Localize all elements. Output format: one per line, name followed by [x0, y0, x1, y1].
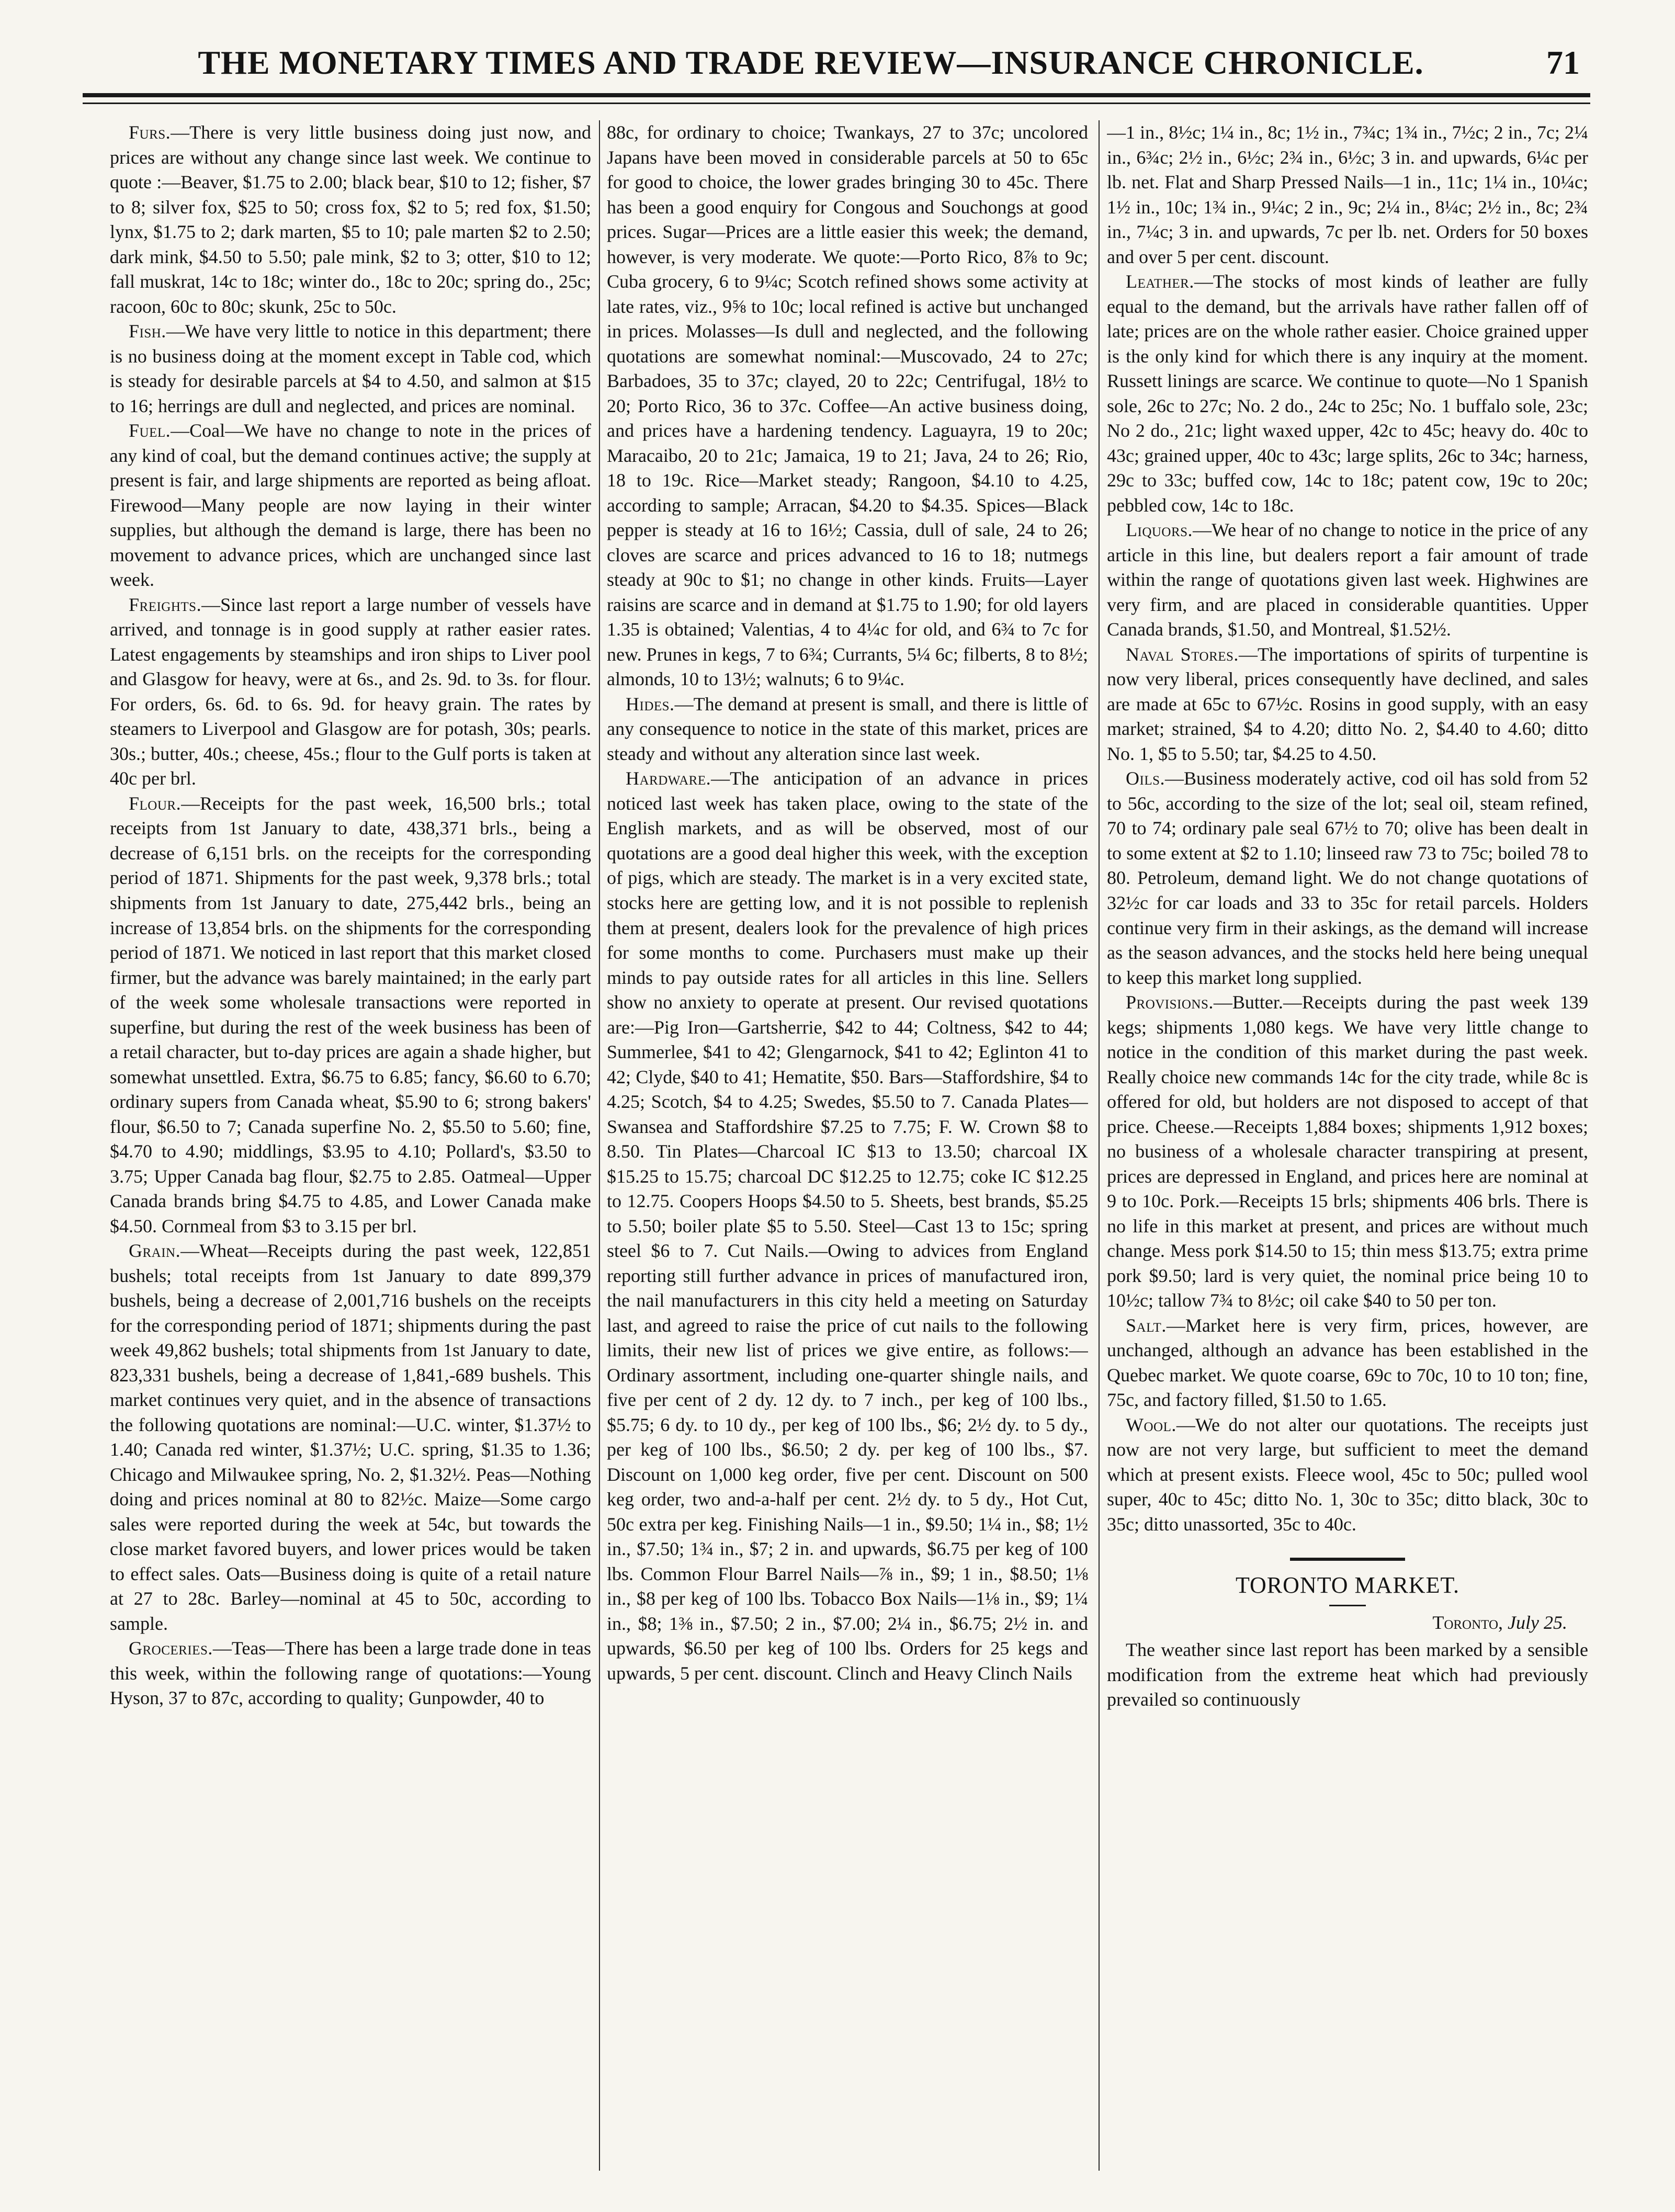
- article-head: Leather.: [1126, 271, 1194, 292]
- article-text: —We hear of no change to notice in the price of any article in this line, but dealers report a fair amount of trade within the range of quotations given last week. Highwines are very firm, and are placed in considerable quantities. Upper Canada brands, $1.50, and Montreal, $1.52½.: [1107, 519, 1588, 640]
- article-text: —Business moderately active, cod oil has sold from 52 to 56c, according to the size of the lot; seal oil, steam refined, 70 to 74; ordinary pale seal 67½ to 70; olive has been dealt in to some extent at $2 to 1.10; linseed raw 73 to 75c; boiled 78 to 80. Petroleum, demand light. We do not change quotations of 32½c for car loads and 33 to 35c for retail parcels. Holders continue very firm in their askings, as the demand will increase as the season advances, and the stocks held here being unequal to keep this market long supplied.: [1107, 768, 1588, 988]
- column-2: [607, 120, 1088, 2176]
- article-flour: [110, 791, 591, 1239]
- article-hardware-continued: [1107, 120, 1588, 269]
- article-wool: [1107, 1413, 1588, 1537]
- article-text: —Wheat—Receipts during the past week, 122,851 bushels; total receipts from 1st January to date 899,379 bushels, being a decrease of 2,001,716 bushels on the receipts for the corresponding period of 1871; shipments during the past week 49,862 bushels; total shipments from 1st January to date, 823,331 bushels, being a decrease of 1,841,-689 bushels. This market continues very quiet, and in the absence of transactions the following quotations are nominal:—U.C. winter, $1.37½ to 1.40; Canada red winter, $1.37½; U.C. spring, $1.35 to 1.36; Chicago and Milwaukee spring, No. 2, $1.32½. Peas—Nothing doing and prices nominal at 80 to 82½c. Maize—Some cargo sales were reported during the week at 54c, but towards the close market favored buyers, and lower prices would be taken to effect sales. Oats—Business doing is quite of a retail nature at 27 to 28c. Barley—nominal at 45 to 50c, according to sample.: [110, 1240, 591, 1634]
- header-rule-thick: [83, 93, 1590, 97]
- article-grain: [110, 1239, 591, 1636]
- article-head: Naval Stores.: [1126, 643, 1239, 665]
- article-oils: [1107, 766, 1588, 990]
- article-text: —The importations of spirits of turpentine is now very liberal, prices consequently have declined, and sales are made at 65c to 67½c. Rosins in good supply, with an easy market; strained, $4 to 4.20; ditto No. 2, $4.40 to 4.60; ditto No. 1, $5 to 5.50; tar, $4.25 to 4.50.: [1107, 643, 1588, 764]
- article-leather: [1107, 269, 1588, 518]
- column-1: [110, 120, 591, 2176]
- article-head: Furs.: [129, 122, 171, 143]
- article-text: —Receipts for the past week, 16,500 brls.; total receipts from 1st January to date, 438,371 brls., being a decrease of 6,151 brls. on the receipts for the corresponding period of 1871. Shipments for the past week, 9,378 brls.; total shipments from 1st January to date, 275,442 brls., being an increase of 13,854 brls. on the shipments for the corresponding period of 1871. We noticed in last report that this market closed firmer, but the advance was barely maintained; in the early part of the week some wholesale transactions were reported in superfine, but during the rest of the week business has been of a retail character, but to-day prices are again a shade higher, but somewhat unsettled. Extra, $6.75 to 6.85; fancy, $6.60 to 6.70; ordinary supers from Canada wheat, $5.90 to 6; strong bakers' flour, $6.50 to 7; Canada superfine No. 2, $5.50 to 5.60; fine, $4.70 to 4.90; middlings, $3.95 to 4.10; Pollard's, $3.50 to 3.75; Upper Canada bag flour, $2.75 to 2.85. Oatmeal—Upper Canada brands bring $4.75 to 4.85, and Lower Canada make $4.50. Cornmeal from $3 to 3.15 per brl.: [110, 792, 591, 1237]
- article-head: Groceries.: [129, 1638, 213, 1659]
- article-liquors: [1107, 518, 1588, 642]
- dateline: [1107, 1610, 1567, 1636]
- article-text: 88c, for ordinary to choice; Twankays, 27 to 37c; uncolored Japans have been moved in considerable parcels at 50 to 65c for good to choice, the lower grades bringing 30 to 45c. There has been a good enquiry for Congous and Souchongs at good prices. Sugar—Prices are a little easier this week; the demand, however, is very moderate. We quote:—Porto Rico, 8⅞ to 9c; Cuba grocery, 6 to 9¼c; Scotch refined shows some activity at late rates, viz., 9⅝ to 10c; local refined is active but unchanged in prices. Molasses—Is dull and neglected, and the following quotations are somewhat nominal:—Muscovado, 24 to 27c; Barbadoes, 35 to 37c; clayed, 20 to 22c; Centrifugal, 18½ to 20; Porto Rico, 36 to 37c. Coffee—An active business doing, and prices have a hardening tendency. Laguayra, 19 to 20c; Maracaibo, 20 to 21c; Jamaica, 19 to 21; Java, 24 to 26; Rio, 18 to 19c. Rice—Market steady; Rangoon, $4.10 to 4.25, according to sample; Arracan, $4.20 to $4.35. Spices—Black pepper is steady at 16 to 16½; Cassia, dull of sale, 24 to 26; cloves are scarce and prices advanced to 16 to 18; nutmegs steady at 90c to $1; no change in other kinds. Fruits—Layer raisins are scarce and in demand at $1.75 to 1.90; for old layers 1.35 is obtained; Valentias, 4 to 4¼c for old, and 6¾ to 7c for new. Prunes in kegs, 7 to 6¾; Currants, 5¼ 6c; filberts, 8 to 8½; almonds, 10 to 13½; walnuts; 6 to 9¼c.: [607, 122, 1088, 690]
- article-fish: [110, 319, 591, 418]
- article-head: Freights.: [129, 594, 202, 615]
- column-divider-2: [1099, 120, 1100, 2171]
- article-head: Liquors.: [1126, 519, 1193, 541]
- dateline-place: Toronto,: [1432, 1612, 1503, 1634]
- article-text: —The stocks of most kinds of leather are fully equal to the demand, but the arrivals have rather fallen off of late; prices are on the whole rather easier. Choice grained upper is the only kind for which there is any inquiry at the moment. Russett linings are scarce. We continue to quote—No 1 Spanish sole, 26c to 27c; No. 2 do., 24c to 25c; No. 1 buffalo sole, 23c; No 2 do., 21c; light waxed upper, 42c to 45c; heavy do. 40c to 43c; grained upper, 40c to 43c; large splits, 26c to 34c; harness, 29c to 33c; buffed cow, 14c to 18c; patent cow, 19c to 20c; pebbled cow, 14c to 18c.: [1107, 271, 1588, 516]
- article-head: Flour.: [129, 792, 182, 814]
- header-rule-thin: [83, 103, 1590, 104]
- dateline-date: July 25.: [1508, 1612, 1567, 1634]
- article-head: Grain.: [129, 1240, 181, 1262]
- section-title-rule: [1329, 1605, 1366, 1606]
- article-head: Wool.: [1126, 1414, 1176, 1435]
- article-text: —1 in., 8½c; 1¼ in., 8c; 1½ in., 7¾c; 1¾ in., 7½c; 2 in., 7c; 2¼ in., 6¾c; 2½ in., 6½c; 2¾ in., 6½c; 3 in. and upwards, 6¼c per lb. net. Flat and Sharp Pressed Nails—1 in., 11c; 1¼ in., 10¼c; 1½ in., 10c; 1¾ in., 9¼c; 2 in., 9c; 2¼ in., 8¼c; 2½ in., 8c; 2¾ in., 7¼c; 3 in. and upwards, 7c per lb. net. Orders for 50 boxes and over 5 per cent. discount.: [1107, 122, 1588, 267]
- article-text: —Since last report a large number of vessels have arrived, and tonnage is in good supply at rather easier rates. Latest engagements by steamships and iron ships to Liver pool and Glasgow for heavy, were at 6s., and 2s. 9d. to 3s. for flour. For orders, 6s. 6d. to 6s. 9d. for heavy grain. The rates by steamers to Liverpool and Glasgow are for potash, 30s; pearls. 30s.; butter, 40s.; cheese, 45s.; flour to the Gulf ports is taken at 40c per brl.: [110, 594, 591, 789]
- article-text: —Butter.—Receipts during the past week 139 kegs; shipments 1,080 kegs. We have very little change to notice in the condition of this market during the past week. Really choice new commands 14c for the city trade, while 8c is offered for old, but holders are not disposed to accept of that price. Cheese.—Receipts 1,884 boxes; shipments 1,912 boxes; no business of a wholesale character transpiring at present, prices are depressed in England, and prices here are nominal at 9 to 10c. Pork.—Receipts 15 brls; shipments 406 brls. There is no life in this market at present, and prices are without much change. Mess pork $14.50 to 15; thin mess $13.75; extra prime pork $9.50; lard is very quiet, the nominal price being 10 to 10½c; tallow 7¾ to 8½c; oil cake $40 to 50 per ton.: [1107, 992, 1588, 1311]
- article-text: —The demand at present is small, and there is little of any consequence to notice in the state of this market, prices are steady and without any alteration since last week.: [607, 693, 1088, 764]
- article-text: —There is very little business doing just now, and prices are without any change since last week. We continue to quote :—Beaver, $1.75 to 2.00; black bear, $10 to 12; fisher, $7 to 8; silver fox, $25 to 50; cross fox, $2 to 5; red fox, $1.50; lynx, $1.75 to 2; dark marten, $5 to 10; pale marten $2 to 2.50; dark mink, $4.50 to 5.50; pale mink, $2 to 3; otter, $10 to 12; fall muskrat, 14c to 18c; winter do., 18c to 20c; spring do., 25c; racoon, 60c to 80c; skunk, 25c to 50c.: [110, 122, 591, 317]
- article-hardware: [607, 766, 1088, 1686]
- article-fuel: [110, 418, 591, 593]
- article-head: Hides.: [626, 693, 675, 714]
- article-groceries-continued: [607, 120, 1088, 692]
- section-title: TORONTO MARKET.: [1235, 1572, 1460, 1598]
- article-text: —We do not alter our quotations. The receipts just now are not very large, but sufficient to meet the demand which at present exists. Fleece wool, 45c to 50c; pulled wool super, 40c to 45c; ditto No. 1, 30c to 35c; ditto black, 30c to 35c; ditto unassorted, 35c to 40c.: [1107, 1414, 1588, 1535]
- article-head: Hardware.: [626, 768, 711, 789]
- article-text: —Coal—We have no change to note in the prices of any kind of coal, but the demand continues active; the supply at present is fair, and large shipments are reported as being afloat. Firewood—Many people are now laying in their winter supplies, but although the demand is large, there has been no movement to advance prices, which are unchanged since last week.: [110, 420, 591, 591]
- article-head: Fuel.: [129, 420, 171, 441]
- article-head: Fish.: [129, 321, 166, 342]
- article-furs: [110, 120, 591, 319]
- article-freights: [110, 593, 591, 791]
- article-text: —Teas—There has been a large trade done in teas this week, within the following range of quotations:—Young Hyson, 37 to 87c, according to quality; Gunpowder, 40 to: [110, 1638, 591, 1709]
- page-title: THE MONETARY TIMES AND TRADE REVIEW—INSURANCE CHRONICLE.: [198, 44, 1424, 81]
- article-text: —Market here is very firm, prices, however, are unchanged, although an advance has been established in the Quebec market. We quote coarse, 69c to 70c, 10 to 10 ton; fine, 75c, and factory filled, $1.50 to 1.65.: [1107, 1314, 1588, 1411]
- article-toronto-market: [1107, 1638, 1588, 1712]
- article-text: —We have very little to notice in this department; there is no business doing at the moment except in Table cod, which is steady for desirable parcels at $4 to 4.50, and salmon at $15 to 16; herrings are dull and neglected, and prices are nominal.: [110, 321, 591, 416]
- column-divider-1: [599, 120, 600, 2171]
- article-head: Provisions.: [1126, 992, 1214, 1013]
- article-groceries: [110, 1636, 591, 1711]
- article-salt: [1107, 1313, 1588, 1413]
- article-text: —The anticipation of an advance in prices noticed last week has taken place, owing to the state of the English markets, and as will be observed, most of our quotations are a good deal higher this week, with the exception of pigs, which are steady. The market is in a very excited state, stocks here are getting low, and it is not possible to replenish them at present, dealers look for the prevalence of high prices for some months to come. Purchasers must make up their minds to pay outside rates for all articles in this line. Sellers show no anxiety to operate at present. Our revised quotations are:—Pig Iron—Gartsherrie, $42 to 44; Coltness, $42 to 44; Summerlee, $41 to 42; Glengarnock, $41 to 42; Eglinton 41 to 42; Clyde, $40 to 41; Hematite, $50. Bars—Staffordshire, $4 to 4.25; Scotch, $4 to 4.25; Swedes, $5.50 to 7. Canada Plates—Swansea and Staffordshire $7.25 to 7.75; F. W. Crown $8 to 8.50. Tin Plates—Charcoal IC $13 to 13.50; charcoal IX $15.25 to 15.75; charcoal DC $12.25 to 12.75; coke IC $12.25 to 12.75. Coopers Hoops $4.50 to 5. Sheets, best brands, $5.25 to 5.50; boiler plate $5 to 5.50. Steel—Cast 13 to 15c; spring steel $6 to 7. Cut Nails.—Owing to advices from England reporting still further advance in prices of manufactured iron, the nail manufacturers in this city held a meeting on Saturday last, and agreed to raise the price of cut nails to the following limits, their new list of prices we give entire, as follows:—Ordinary assortment, including one-quarter shingle nails, and five per cent of 2 dy. 12 dy. to 7 inch., per keg of 100 lbs., $5.75; 6 dy. to 10 dy., per keg of 100 lbs., $6; 2½ dy. to 5 dy., per keg of 100 lbs., $6.50; 2 dy. per keg of 100 lbs., $7. Discount on 1,000 keg order, five per cent. Discount on 500 keg order, two and-a-half per cent. 2½ dy. to 5 dy., Hot Cut, 50c extra per keg. Finishing Nails—1 in., $9.50; 1¼ in., $8; 1½ in., $7.50; 1¾ in., $7; 2 in. and upwards, $6.75 per keg of 100 lbs. Common Flour Barrel Nails—⅞ in., $9; 1 in., $8.50; 1⅛ in., $8 per keg of 100 lbs. Tobacco Box Nails—1⅛ in., $9; 1¼ in., $8; 1⅜ in., $7.50; 2 in., $7.00; 2¼ in., $6.75; 2½ in. and upwards, $6.50 per keg of 100 lbs. Orders for 25 kegs and upwards, 5 per cent. discount. Clinch and Heavy Clinch Nails: [607, 768, 1088, 1684]
- article-head: Salt.: [1126, 1314, 1167, 1336]
- article-head: Oils.: [1126, 768, 1165, 789]
- column-3: [1107, 120, 1588, 2176]
- article-text: The weather since last report has been marked by a sensible modification from the extreme heat which had previously prevailed so continuously: [1107, 1639, 1588, 1710]
- page-number: 71: [1546, 44, 1580, 81]
- article-hides: [607, 692, 1088, 767]
- page-header: [115, 31, 1580, 94]
- article-provisions: [1107, 990, 1588, 1313]
- section-rule: [1290, 1558, 1405, 1561]
- article-naval-stores: [1107, 642, 1588, 767]
